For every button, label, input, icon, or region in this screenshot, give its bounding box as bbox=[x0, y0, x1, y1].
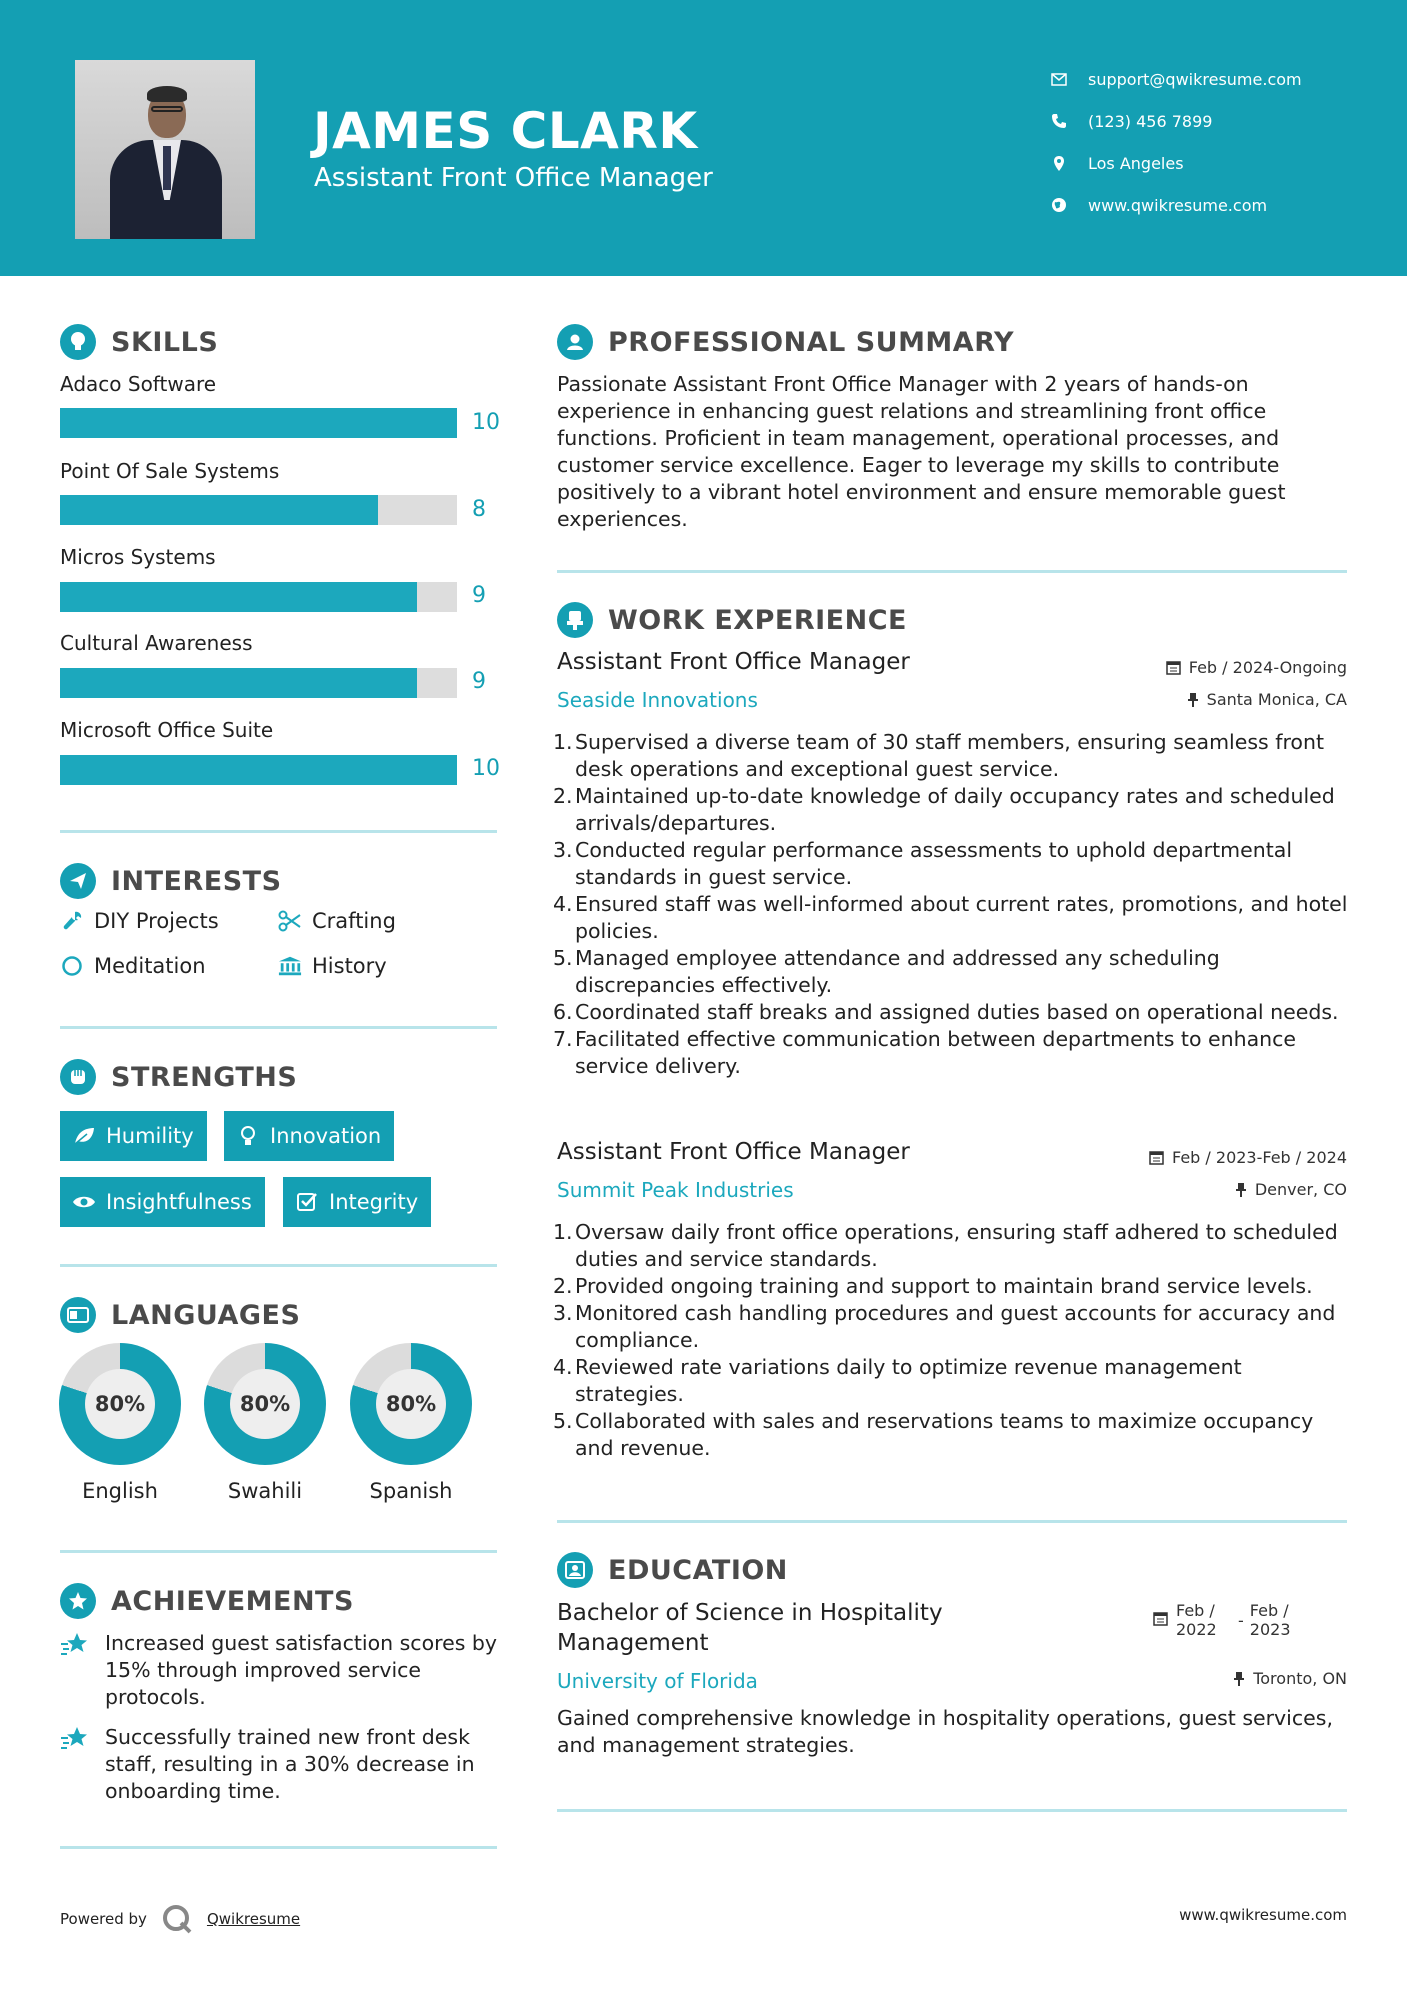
skill-bar bbox=[60, 495, 457, 525]
language-item bbox=[350, 1343, 472, 1503]
user-icon bbox=[557, 324, 593, 360]
strength-tag: Innovation bbox=[224, 1111, 394, 1161]
section-divider bbox=[60, 1264, 497, 1267]
paper-plane-icon bbox=[60, 863, 96, 899]
contact-email-text: support@qwikresume.com bbox=[1088, 69, 1302, 89]
list-item: 2. Maintained up-to-date knowledge of daily occupancy rates and scheduled arrivals/departures. bbox=[553, 784, 1335, 835]
interest-item: History bbox=[278, 954, 387, 978]
skill-value: 10 bbox=[472, 410, 500, 435]
list-item: 5. Managed employee attendance and addressed any scheduling discrepancies effectively. bbox=[553, 946, 1220, 997]
education-heading: EDUCATION bbox=[557, 1552, 788, 1588]
list-item: 1. Oversaw daily front office operations, ensuring staff adhered to scheduled duties and service standards. bbox=[553, 1220, 1338, 1271]
list-item: 7. Facilitated effective communication between departments to enhance service delivery. bbox=[553, 1027, 1297, 1078]
fist-icon bbox=[60, 1059, 96, 1095]
company-name: Seaside Innovations bbox=[557, 688, 758, 712]
work-heading: WORK EXPERIENCE bbox=[557, 602, 907, 638]
summary-text: Passionate Assistant Front Office Manager with 2 years of hands-on experience in enhancing guest relations and streamlining front office functions. Proficient in team management, operational processes, and customer service excellence. Eager to leverage my skills to contribute positively to a vibrant hotel environment and ensure memorable guest experiences. bbox=[557, 372, 1286, 531]
skill-name: Micros Systems bbox=[60, 545, 216, 569]
phone-icon bbox=[1048, 110, 1070, 132]
list-item: 3. Conducted regular performance assessments to uphold departmental standards in guest service. bbox=[553, 838, 1293, 889]
skill-bar-fill bbox=[60, 582, 417, 612]
language-name: English bbox=[82, 1479, 158, 1503]
job-title: Assistant Front Office Manager bbox=[557, 1139, 910, 1165]
language-icon bbox=[60, 1297, 96, 1333]
wrench-icon bbox=[60, 909, 84, 933]
education-dates: Feb / 2022 - Feb / 2023 bbox=[1153, 1601, 1295, 1639]
calendar-icon bbox=[1149, 1150, 1164, 1165]
language-item bbox=[59, 1343, 181, 1503]
strength-tag: Integrity bbox=[283, 1177, 431, 1227]
contact-website[interactable] bbox=[1048, 184, 1302, 226]
job-dates: Feb / 2023-Feb / 2024 bbox=[1149, 1148, 1347, 1167]
job-location: Denver, CO bbox=[1235, 1180, 1347, 1199]
skill-name: Cultural Awareness bbox=[60, 631, 253, 655]
company-name: Summit Peak Industries bbox=[557, 1178, 794, 1202]
contact-location-text: Los Angeles bbox=[1088, 153, 1184, 173]
globe-icon bbox=[1048, 194, 1070, 216]
calendar-icon bbox=[1153, 1611, 1168, 1630]
language-level: 80% bbox=[376, 1369, 446, 1439]
section-divider bbox=[60, 1846, 497, 1849]
strengths-heading: STRENGTHS bbox=[60, 1059, 297, 1095]
language-item bbox=[204, 1343, 326, 1503]
section-divider bbox=[557, 1520, 1347, 1523]
qwikresume-logo-icon bbox=[161, 1903, 193, 1935]
degree-title: Bachelor of Science in Hospitality Management bbox=[557, 1600, 943, 1656]
star-badge-icon bbox=[60, 1583, 96, 1619]
section-divider bbox=[557, 570, 1347, 573]
profile-photo bbox=[75, 60, 255, 239]
skill-value: 9 bbox=[472, 669, 486, 694]
section-divider bbox=[60, 1550, 497, 1553]
skill-name: Point Of Sale Systems bbox=[60, 459, 280, 483]
skills-heading: SKILLS bbox=[60, 324, 218, 360]
contact-email[interactable] bbox=[1048, 58, 1302, 100]
strength-tag: Humility bbox=[60, 1111, 207, 1161]
interests-heading: INTERESTS bbox=[60, 863, 282, 899]
lightbulb-icon bbox=[60, 324, 96, 360]
interest-item: DIY Projects bbox=[60, 909, 219, 933]
leaf-icon bbox=[72, 1124, 96, 1148]
language-ring bbox=[350, 1343, 472, 1465]
circle-icon bbox=[60, 954, 84, 978]
check-square-icon bbox=[295, 1190, 319, 1214]
star-icon bbox=[60, 1724, 90, 1754]
education-end-date: Feb / 2023 bbox=[1249, 1601, 1291, 1639]
skill-bar-fill bbox=[60, 408, 457, 438]
section-divider bbox=[60, 830, 497, 833]
achievement-item: Increased guest satisfaction scores by 15% through improved service protocols. bbox=[60, 1630, 500, 1711]
footer-powered-by: Powered by Qwikresume bbox=[60, 1903, 300, 1935]
location-pin-icon bbox=[1048, 152, 1070, 174]
education-description: Gained comprehensive knowledge in hospitality operations, guest services, and management strategies. bbox=[557, 1706, 1333, 1757]
skill-bar-fill bbox=[60, 755, 457, 785]
job-dates: Feb / 2024-Ongoing bbox=[1166, 658, 1347, 677]
lightbulb-icon bbox=[236, 1124, 260, 1148]
pushpin-icon bbox=[1233, 1671, 1245, 1687]
languages-heading: LANGUAGES bbox=[60, 1297, 300, 1333]
list-item: 3. Monitored cash handling procedures and guest accounts for accuracy and compliance. bbox=[553, 1301, 1336, 1352]
school-name: University of Florida bbox=[557, 1669, 758, 1693]
job-bullets bbox=[553, 729, 1353, 1080]
candidate-name: JAMES CLARK bbox=[313, 102, 698, 160]
skill-value: 10 bbox=[472, 756, 500, 781]
skill-bar bbox=[60, 582, 457, 612]
pushpin-icon bbox=[1235, 1182, 1247, 1198]
skill-name: Adaco Software bbox=[60, 372, 217, 396]
header-banner bbox=[0, 0, 1407, 276]
list-item: 4. Ensured staff was well-informed about current rates, promotions, and hotel policies. bbox=[553, 892, 1348, 943]
skill-bar bbox=[60, 408, 457, 438]
achievements-heading: ACHIEVEMENTS bbox=[60, 1583, 354, 1619]
strength-tag: Insightfulness bbox=[60, 1177, 265, 1227]
skill-value: 8 bbox=[472, 497, 486, 522]
footer-website[interactable]: www.qwikresume.com bbox=[1179, 1906, 1347, 1924]
candidate-role: Assistant Front Office Manager bbox=[314, 163, 713, 193]
eye-icon bbox=[72, 1190, 96, 1214]
contact-phone-text: (123) 456 7899 bbox=[1088, 111, 1213, 131]
interest-item: Meditation bbox=[60, 954, 206, 978]
interest-item: Crafting bbox=[278, 909, 396, 933]
language-name: Spanish bbox=[369, 1479, 453, 1503]
bank-icon bbox=[278, 954, 302, 978]
skill-bar bbox=[60, 668, 457, 698]
list-item: 6. Coordinated staff breaks and assigned duties based on operational needs. bbox=[553, 1000, 1339, 1024]
list-item: 4. Reviewed rate variations daily to optimize revenue management strategies. bbox=[553, 1355, 1242, 1406]
pushpin-icon bbox=[1187, 692, 1199, 708]
briefcase-icon bbox=[557, 602, 593, 638]
section-divider bbox=[60, 1026, 497, 1029]
graduation-icon bbox=[557, 1552, 593, 1588]
skill-bar-fill bbox=[60, 668, 417, 698]
language-ring bbox=[59, 1343, 181, 1465]
language-level: 80% bbox=[85, 1369, 155, 1439]
skill-bar-fill bbox=[60, 495, 378, 525]
star-icon bbox=[60, 1630, 90, 1660]
section-divider bbox=[557, 1809, 1347, 1812]
education-location: Toronto, ON bbox=[1233, 1669, 1347, 1688]
skill-value: 9 bbox=[472, 583, 486, 608]
qwikresume-link[interactable]: Qwikresume bbox=[206, 1910, 301, 1928]
job-location: Santa Monica, CA bbox=[1187, 690, 1347, 709]
language-ring bbox=[204, 1343, 326, 1465]
scissors-icon bbox=[278, 909, 302, 933]
language-level: 80% bbox=[230, 1369, 300, 1439]
calendar-icon bbox=[1166, 660, 1181, 675]
envelope-icon bbox=[1048, 68, 1070, 90]
summary-heading: PROFESSIONAL SUMMARY bbox=[557, 324, 1014, 360]
job-bullets bbox=[553, 1219, 1353, 1462]
language-name: Swahili bbox=[227, 1479, 303, 1503]
contact-website-text: www.qwikresume.com bbox=[1088, 195, 1268, 215]
job-title: Assistant Front Office Manager bbox=[557, 649, 910, 675]
education-start-date: Feb / 2022 bbox=[1176, 1601, 1217, 1639]
list-item: 5. Collaborated with sales and reservations teams to maximize occupancy and revenue. bbox=[553, 1409, 1314, 1460]
contact-phone[interactable] bbox=[1048, 100, 1302, 142]
contact-location bbox=[1048, 142, 1302, 184]
achievement-item: Successfully trained new front desk staff, resulting in a 30% decrease in onboarding time. bbox=[60, 1724, 500, 1805]
skill-name: Microsoft Office Suite bbox=[60, 718, 274, 742]
contact-list bbox=[1048, 58, 1302, 226]
list-item: 2. Provided ongoing training and support to maintain brand service levels. bbox=[553, 1274, 1313, 1298]
list-item: 1. Supervised a diverse team of 30 staff members, ensuring seamless front desk operations and exceptional guest service. bbox=[553, 730, 1324, 781]
skill-bar bbox=[60, 755, 457, 785]
